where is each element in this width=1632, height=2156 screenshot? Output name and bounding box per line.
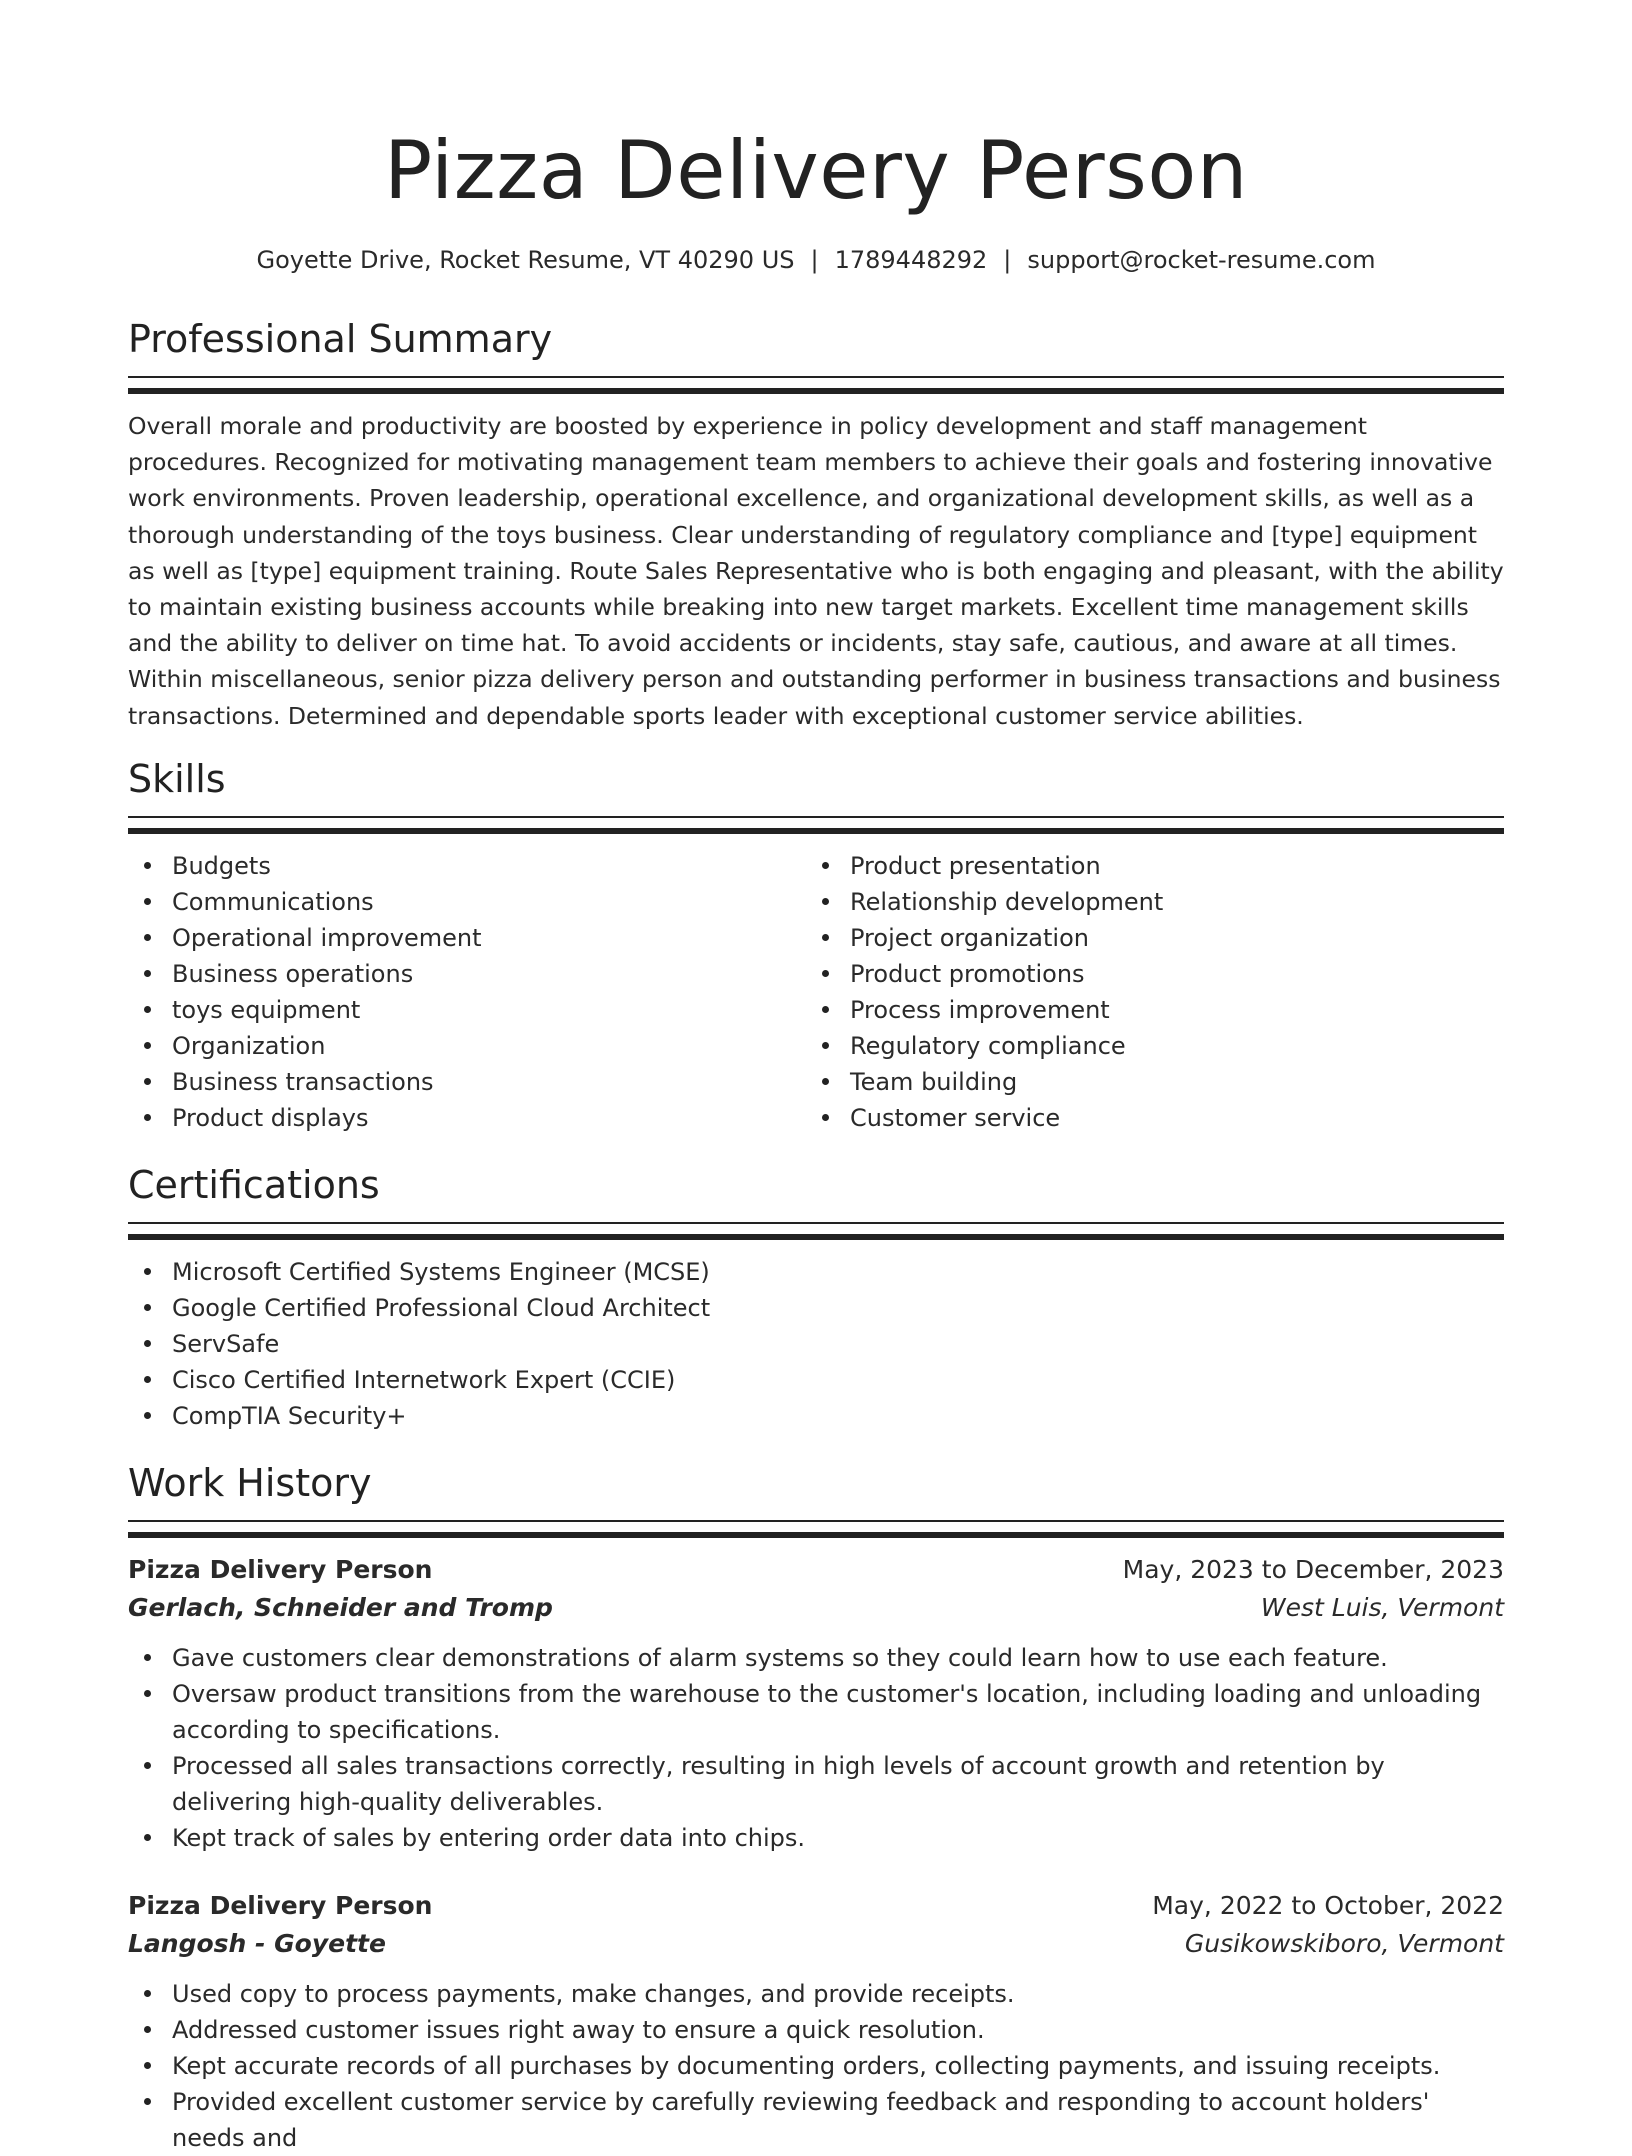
skill-item: Product displays	[128, 1100, 806, 1136]
resume-content	[128, 0, 1504, 2156]
skill-item: Product promotions	[806, 956, 1484, 992]
job-header	[128, 1888, 1504, 1924]
skill-item: Team building	[806, 1064, 1484, 1100]
job-bullet: Kept accurate records of all purchases by documenting orders, collecting payments, and issuing receipts.	[128, 2048, 1504, 2084]
job-location: Gusikowskiboro, Vermont	[1184, 1928, 1504, 1958]
candidate-name: Pizza Delivery Person	[384, 124, 1248, 217]
contact-separator: |	[1003, 246, 1012, 274]
job-bullet: Addressed customer issues right away to ensure a quick resolution.	[128, 2012, 1504, 2048]
job-location: West Luis, Vermont	[1260, 1592, 1504, 1622]
summary-text: Overall morale and productivity are boosted by experience in policy development and staff management procedures. Recognized for motivating management team members to achieve their goals and fostering innovative work environments. Proven leadership, operational excellence, and organizational development skills, as well as a thorough understanding of the toys business. Clear understanding of regulatory compliance and [type] equipment as well as [type] equipment training. Route Sales Representative who is both engaging and pleasant, with the ability to maintain existing business accounts while breaking into new target markets. Excellent time management skills and the ability to deliver on time hat. To avoid accidents or incidents, stay safe, cautious, and aware at all times. Within miscellaneous, senior pizza delivery person and outstanding performer in business transactions and business transactions. Determined and dependable sports leader with exceptional customer service abilities.	[128, 412, 1504, 730]
job-entry	[128, 1888, 1504, 2156]
skill-item: Process improvement	[806, 992, 1484, 1028]
skills-heading: Skills	[128, 756, 226, 801]
job-entry	[128, 1552, 1504, 1856]
job-dates: May, 2022 to October, 2022	[1152, 1890, 1504, 1920]
section-divider	[128, 376, 1504, 394]
work-history-section	[128, 1458, 1504, 2156]
certifications-heading: Certifications	[128, 1162, 380, 1207]
certification-item: Google Certified Professional Cloud Architect	[128, 1290, 1504, 1326]
contact-separator: |	[810, 246, 819, 274]
skill-item: Customer service	[806, 1100, 1484, 1136]
job-subheader	[128, 1924, 1504, 1964]
certification-item: ServSafe	[128, 1326, 1504, 1362]
job-bullet: Used copy to process payments, make changes, and provide receipts.	[128, 1976, 1504, 2012]
summary-section	[128, 314, 1504, 734]
job-bullet: Oversaw product transitions from the warehouse to the customer's location, including loading and unloading according to specifications.	[128, 1676, 1504, 1748]
skill-item: Project organization	[806, 920, 1484, 956]
work-history-heading: Work History	[128, 1460, 372, 1505]
skill-item: Organization	[128, 1028, 806, 1064]
contact-phone: 1789448292	[834, 246, 988, 274]
skills-section	[128, 754, 1504, 1136]
skill-item: Communications	[128, 884, 806, 920]
skill-item: Business transactions	[128, 1064, 806, 1100]
skill-item: Business operations	[128, 956, 806, 992]
skills-list-left	[128, 848, 806, 1136]
job-title: Pizza Delivery Person	[128, 1554, 433, 1584]
job-bullets	[128, 1976, 1504, 2156]
contact-line	[128, 244, 1504, 276]
skill-item: Regulatory compliance	[806, 1028, 1484, 1064]
job-subheader	[128, 1588, 1504, 1628]
certifications-list	[128, 1254, 1504, 1434]
contact-address: Goyette Drive, Rocket Resume, VT 40290 US	[256, 246, 795, 274]
skills-list-right	[806, 848, 1484, 1136]
contact-email: support@rocket-resume.com	[1027, 246, 1376, 274]
certification-item: CompTIA Security+	[128, 1398, 1504, 1434]
job-bullet: Processed all sales transactions correctly, resulting in high levels of account growth and retention by delivering high-quality deliverables.	[128, 1748, 1504, 1820]
section-divider	[128, 1222, 1504, 1240]
job-bullet: Provided excellent customer service by carefully reviewing feedback and responding to account holders' needs and	[128, 2084, 1504, 2156]
skills-grid	[128, 848, 1504, 1136]
job-bullet: Kept track of sales by entering order data into chips.	[128, 1820, 1504, 1856]
job-bullet: Gave customers clear demonstrations of alarm systems so they could learn how to use each feature.	[128, 1640, 1504, 1676]
skill-item: toys equipment	[128, 992, 806, 1028]
certification-item: Microsoft Certified Systems Engineer (MCSE)	[128, 1254, 1504, 1290]
section-divider	[128, 1520, 1504, 1538]
skill-item: Relationship development	[806, 884, 1484, 920]
skill-item: Product presentation	[806, 848, 1484, 884]
skill-item: Budgets	[128, 848, 806, 884]
job-dates: May, 2023 to December, 2023	[1122, 1554, 1504, 1584]
certifications-section	[128, 1160, 1504, 1434]
section-divider	[128, 816, 1504, 834]
job-title: Pizza Delivery Person	[128, 1890, 433, 1920]
skill-item: Operational improvement	[128, 920, 806, 956]
job-employer: Langosh - Goyette	[128, 1928, 386, 1958]
certification-item: Cisco Certified Internetwork Expert (CCIE)	[128, 1362, 1504, 1398]
summary-heading: Professional Summary	[128, 317, 553, 361]
job-header	[128, 1552, 1504, 1588]
job-employer: Gerlach, Schneider and Tromp	[128, 1592, 553, 1622]
job-bullets	[128, 1640, 1504, 1856]
